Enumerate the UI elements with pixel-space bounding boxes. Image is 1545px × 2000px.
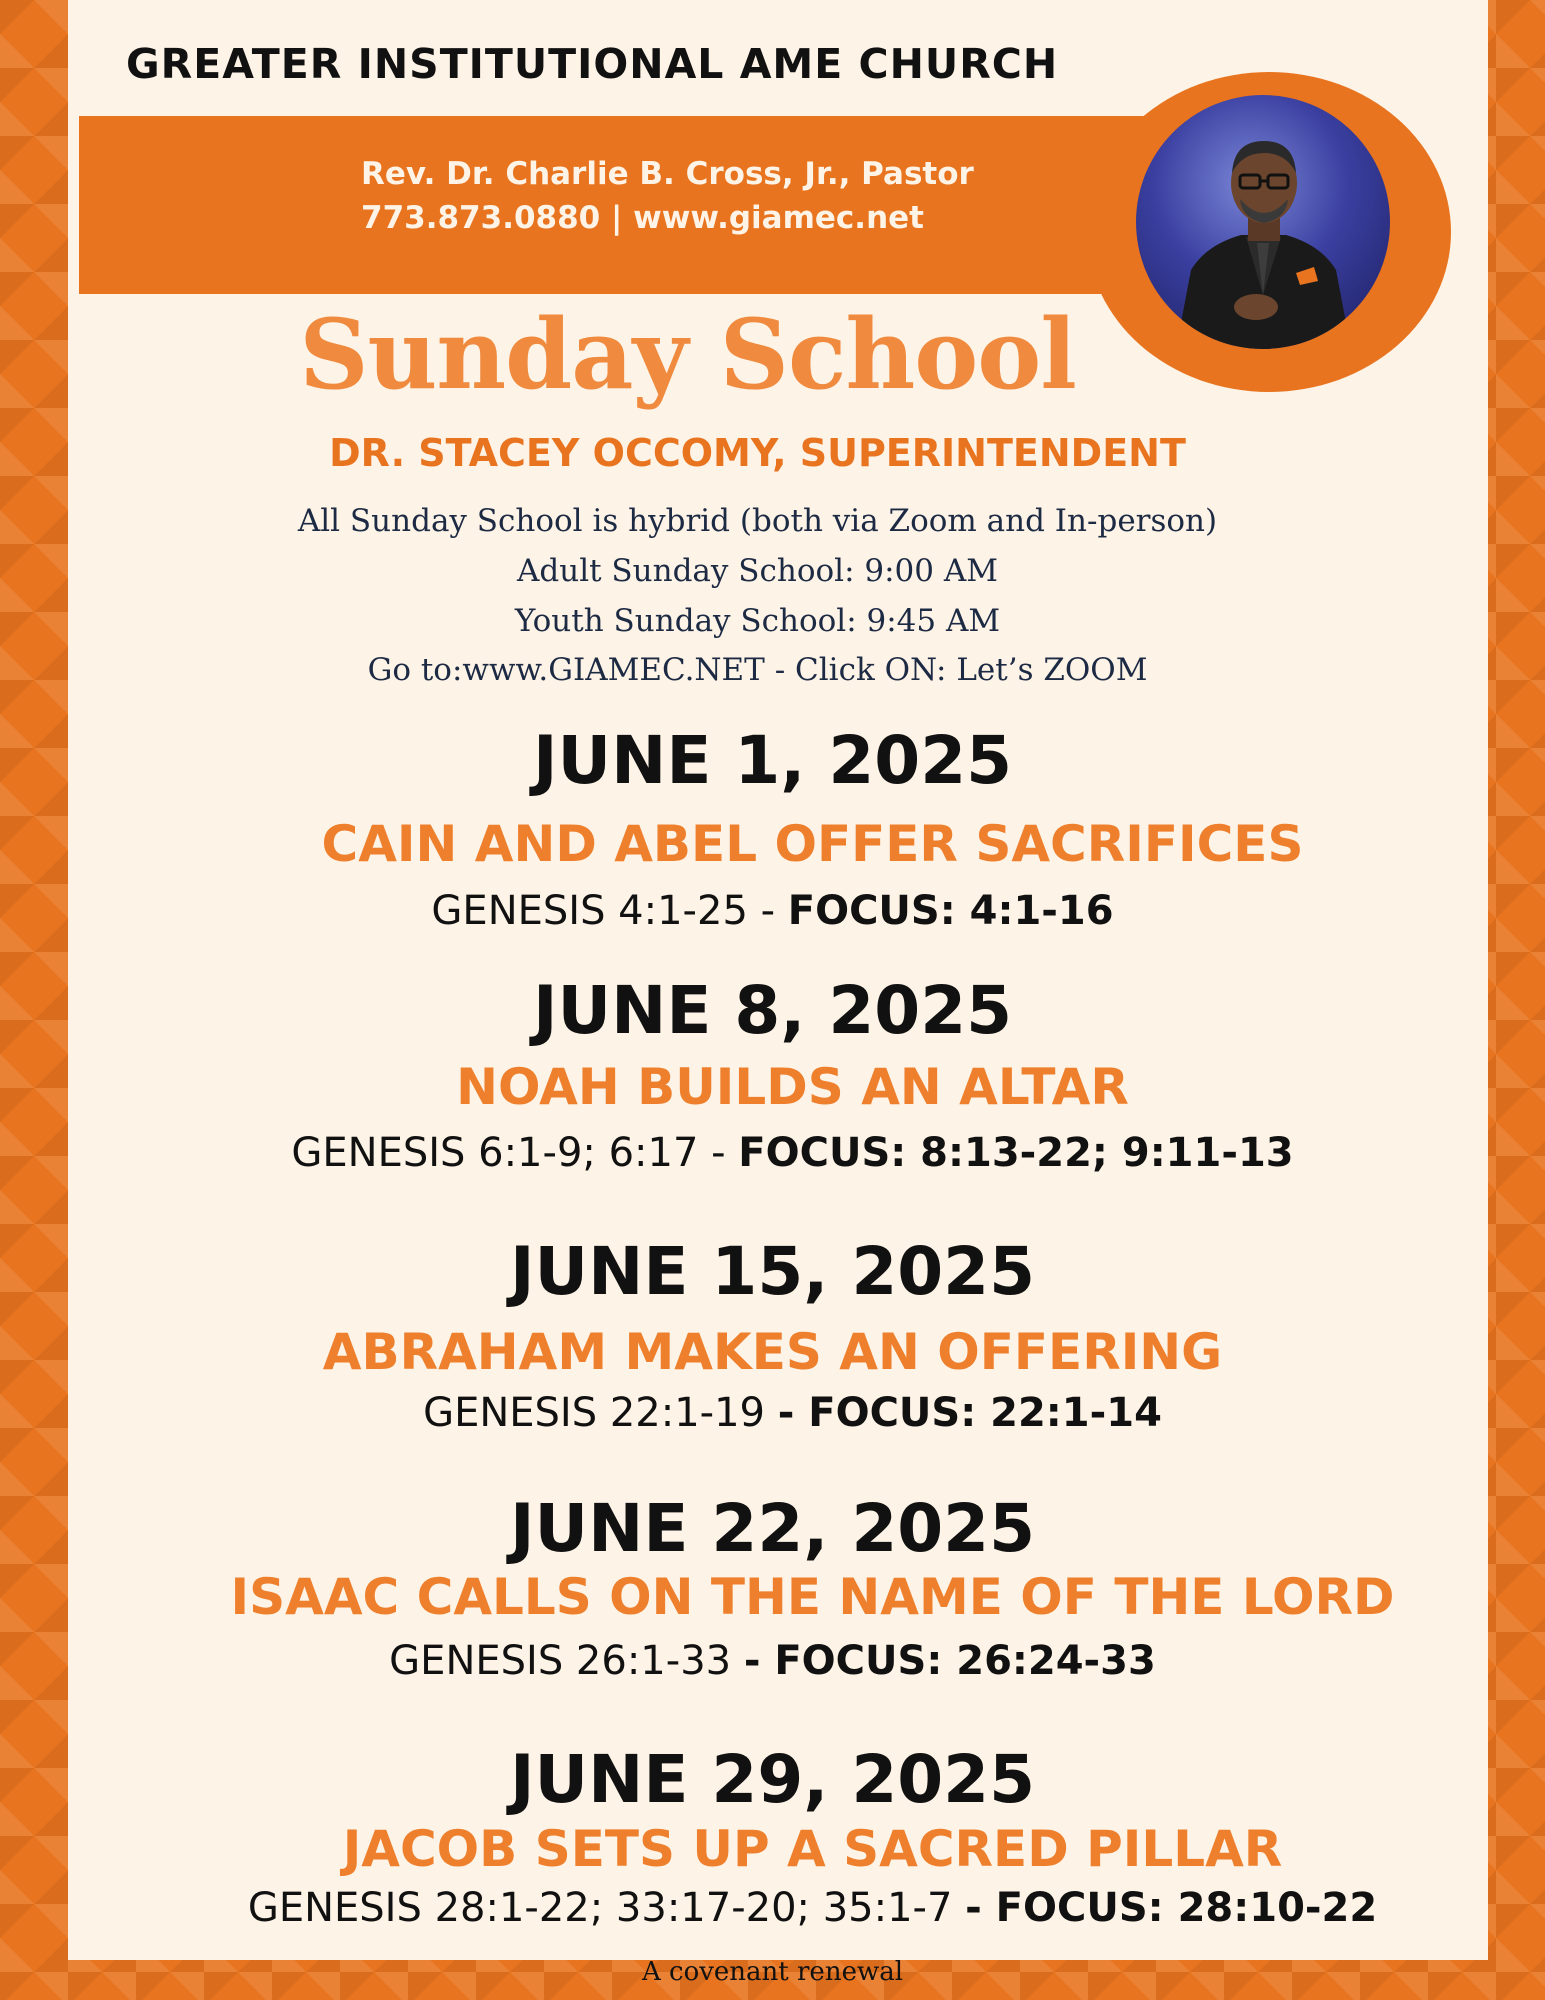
lesson-date: JUNE 29, 2025 — [509, 1741, 1036, 1818]
info-line-adult: Adult Sunday School: 9:00 AM — [517, 553, 998, 589]
scripture-reference: GENESIS 28:1-22; 33:17-20; 35:1-7 — [247, 1885, 966, 1931]
church-name: GREATER INSTITUTIONAL AME CHURCH — [126, 40, 1059, 88]
scripture-focus: - FOCUS: 28:10-22 — [965, 1885, 1378, 1931]
lesson-scripture — [0, 1130, 1545, 1176]
pastor-name: Rev. Dr. Charlie B. Cross, Jr., Pastor — [361, 156, 974, 192]
pastor-banner — [79, 116, 1229, 294]
lesson-scripture — [0, 1885, 1545, 1931]
lesson-scripture — [0, 888, 1545, 934]
scripture-reference: GENESIS 6:1-9; 6:17 - — [291, 1130, 739, 1176]
superintendent: DR. STACEY OCCOMY, SUPERINTENDENT — [329, 431, 1186, 475]
scripture-reference: GENESIS 22:1-19 — [423, 1390, 778, 1436]
lesson-date: JUNE 22, 2025 — [509, 1490, 1036, 1567]
lesson-title: JACOB SETS UP A SACRED PILLAR — [342, 1820, 1283, 1878]
lesson-title: CAIN AND ABEL OFFER SACRIFICES — [321, 815, 1304, 873]
page-title: Sunday School — [299, 298, 1076, 411]
scripture-focus: - FOCUS: 22:1-14 — [777, 1390, 1162, 1436]
lesson-date: JUNE 1, 2025 — [532, 722, 1013, 799]
info-line-zoom: Go to:www.GIAMEC.NET - Click ON: Let’s ZOOM — [367, 652, 1148, 688]
scripture-focus: FOCUS: 4:1-16 — [787, 888, 1114, 934]
lesson-title: ABRAHAM MAKES AN OFFERING — [322, 1323, 1223, 1381]
lesson-date: JUNE 15, 2025 — [509, 1233, 1036, 1310]
lesson-date: JUNE 8, 2025 — [532, 972, 1013, 1049]
info-line-youth: Youth Sunday School: 9:45 AM — [514, 603, 1001, 639]
scripture-focus: - FOCUS: 26:24-33 — [743, 1638, 1156, 1684]
info-line-hybrid: All Sunday School is hybrid (both via Zoom and In-person) — [297, 503, 1218, 539]
scripture-reference: GENESIS 26:1-33 — [389, 1638, 744, 1684]
lesson-scripture — [0, 1638, 1545, 1684]
footer-note: A covenant renewal — [641, 1957, 904, 1987]
scripture-reference: GENESIS 4:1-25 - — [431, 888, 788, 934]
scripture-focus: FOCUS: 8:13-22; 9:11-13 — [738, 1130, 1294, 1176]
lesson-title: ISAAC CALLS ON THE NAME OF THE LORD — [230, 1568, 1395, 1626]
lesson-title: NOAH BUILDS AN ALTAR — [456, 1058, 1129, 1116]
lesson-scripture — [0, 1390, 1545, 1436]
contact-info: 773.873.0880 | www.giamec.net — [361, 200, 924, 236]
